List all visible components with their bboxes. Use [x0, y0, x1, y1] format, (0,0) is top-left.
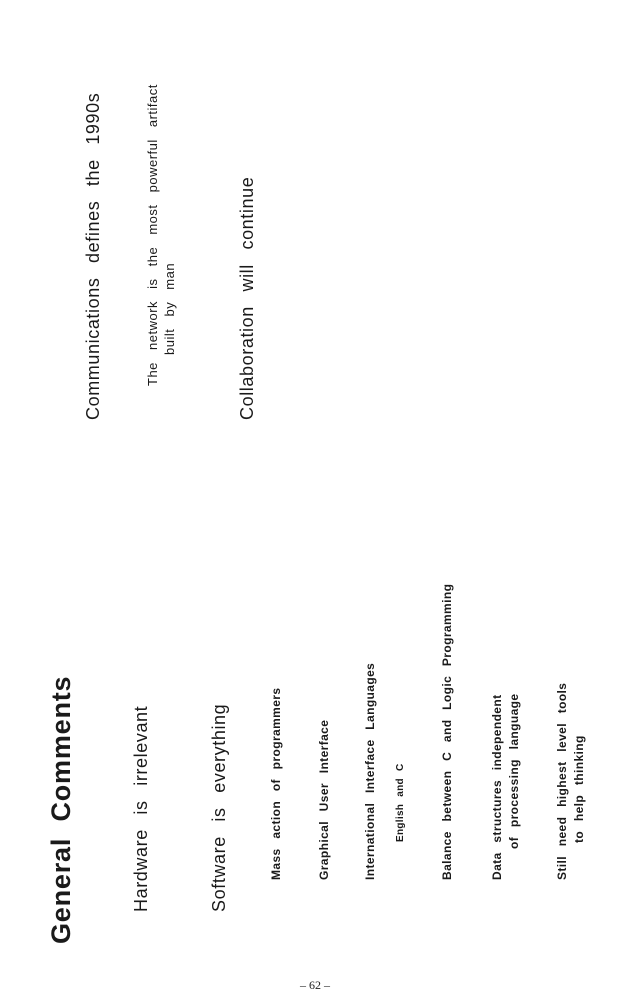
item-still-need-line2: to help thinking — [572, 735, 586, 843]
heading-hardware: Hardware is irrelevant — [131, 705, 151, 912]
item-balance: Balance between C and Logic Programming — [440, 583, 454, 880]
note-network-line1: The network is the most powerful artifact — [145, 84, 160, 386]
page-title: General Comments — [46, 675, 76, 944]
item-still-need-line1: Still need highest level tools — [555, 682, 569, 880]
item-data-structures-line2: of processing language — [507, 693, 521, 849]
page-number: – 62 – — [300, 978, 330, 992]
heading-communications: Communications defines the 1990s — [83, 92, 103, 420]
note-network-line2: built by man — [162, 262, 177, 355]
item-english-c: English and C — [395, 763, 406, 842]
heading-software: Software is everything — [209, 703, 229, 912]
item-intl-languages: International Interface Languages — [363, 662, 377, 880]
heading-collaboration: Collaboration will continue — [237, 176, 257, 420]
item-mass-action: Mass action of programmers — [269, 687, 283, 880]
item-data-structures-line1: Data structures independent — [490, 694, 504, 880]
item-gui: Graphical User Interface — [317, 719, 331, 880]
